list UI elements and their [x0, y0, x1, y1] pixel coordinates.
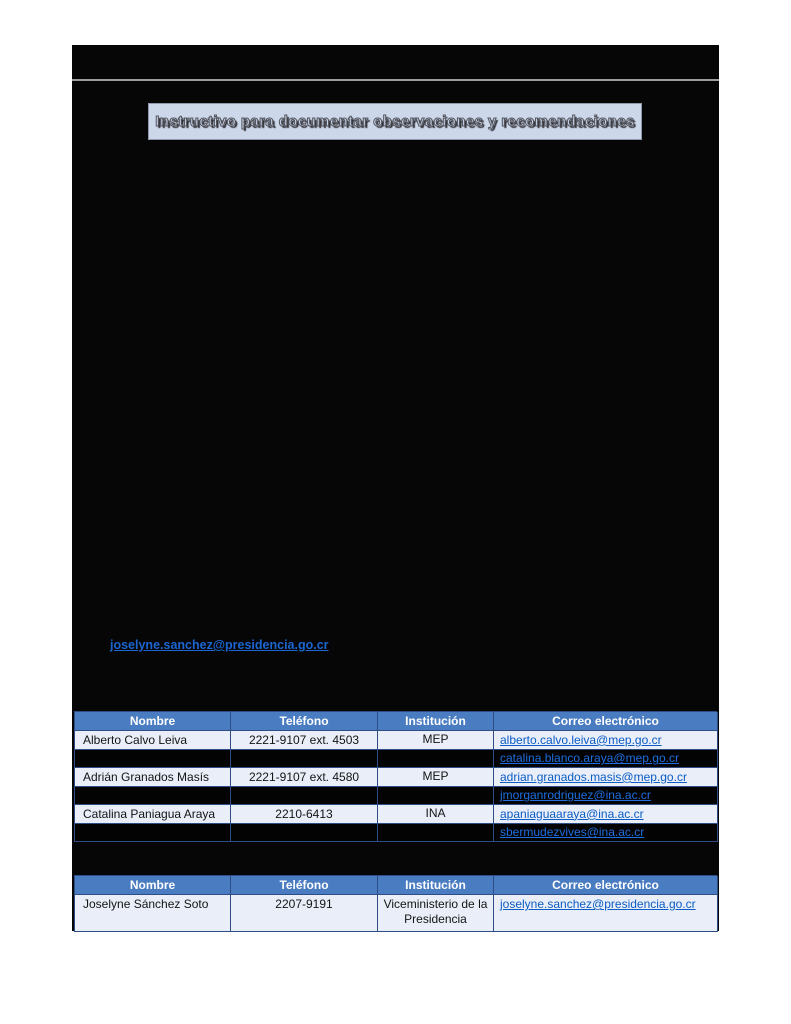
table-row	[75, 824, 717, 843]
table-row	[75, 805, 717, 824]
table-header-row	[75, 876, 717, 895]
name-cell: Adrián Granados Masís	[75, 768, 231, 787]
phone-cell: 2221-9107 ext. 4503	[231, 731, 378, 750]
name-cell	[75, 787, 231, 806]
column-header-telefono: Teléfono	[231, 876, 378, 895]
phone-cell: 2207-9191	[231, 895, 378, 932]
name-cell	[75, 750, 231, 769]
column-header-correo: Correo electrónico	[494, 876, 718, 895]
column-header-nombre: Nombre	[75, 876, 231, 895]
email-link[interactable]: joselyne.sanchez@presidencia.go.cr	[500, 897, 696, 911]
contact-table-1	[74, 711, 717, 842]
institution-cell	[378, 787, 494, 806]
contact-table-2	[74, 875, 717, 932]
email-cell	[494, 805, 718, 824]
phone-cell	[231, 750, 378, 769]
email-cell	[494, 787, 718, 806]
email-cell	[494, 895, 718, 932]
redacted-content-block	[72, 45, 719, 931]
table-row	[75, 787, 717, 806]
institution-cell	[378, 824, 494, 843]
institution-cell: MEP	[378, 731, 494, 750]
email-link[interactable]: apaniaguaaraya@ina.ac.cr	[500, 806, 644, 821]
email-link[interactable]: adrian.granados.masis@mep.go.cr	[500, 769, 687, 784]
email-cell	[494, 768, 718, 787]
column-header-correo: Correo electrónico	[494, 712, 718, 731]
name-cell: Alberto Calvo Leiva	[75, 731, 231, 750]
column-header-institucion: Institución	[378, 712, 494, 731]
phone-cell: 2221-9107 ext. 4580	[231, 768, 378, 787]
email-link[interactable]: catalina.blanco.araya@mep.go.cr	[500, 751, 679, 766]
institution-cell: Viceministerio de la Presidencia	[378, 895, 494, 932]
table-row	[75, 750, 717, 769]
email-link[interactable]: joselyne.sanchez@presidencia.go.cr	[110, 638, 329, 652]
institution-cell	[378, 750, 494, 769]
title-banner	[148, 103, 642, 140]
phone-cell	[231, 824, 378, 843]
header-divider	[72, 79, 719, 81]
table-row	[75, 731, 717, 750]
email-cell	[494, 824, 718, 843]
name-cell: Joselyne Sánchez Soto	[75, 895, 231, 932]
email-cell	[494, 731, 718, 750]
column-header-telefono: Teléfono	[231, 712, 378, 731]
table-row	[75, 895, 717, 932]
table-header-row	[75, 712, 717, 731]
column-header-nombre: Nombre	[75, 712, 231, 731]
phone-cell	[231, 787, 378, 806]
column-header-institucion: Institución	[378, 876, 494, 895]
name-cell	[75, 824, 231, 843]
email-link[interactable]: alberto.calvo.leiva@mep.go.cr	[500, 732, 662, 747]
page-title: Instructivo para documentar observaciones y recomendaciones	[155, 113, 635, 130]
institution-cell: INA	[378, 805, 494, 824]
email-link[interactable]: sbermudezvives@ina.ac.cr	[500, 825, 645, 840]
institution-cell: MEP	[378, 768, 494, 787]
name-cell: Catalina Paniagua Araya	[75, 805, 231, 824]
phone-cell: 2210-6413	[231, 805, 378, 824]
email-cell	[494, 750, 718, 769]
table-row	[75, 768, 717, 787]
email-link[interactable]: jmorganrodriguez@ina.ac.cr	[500, 788, 651, 803]
